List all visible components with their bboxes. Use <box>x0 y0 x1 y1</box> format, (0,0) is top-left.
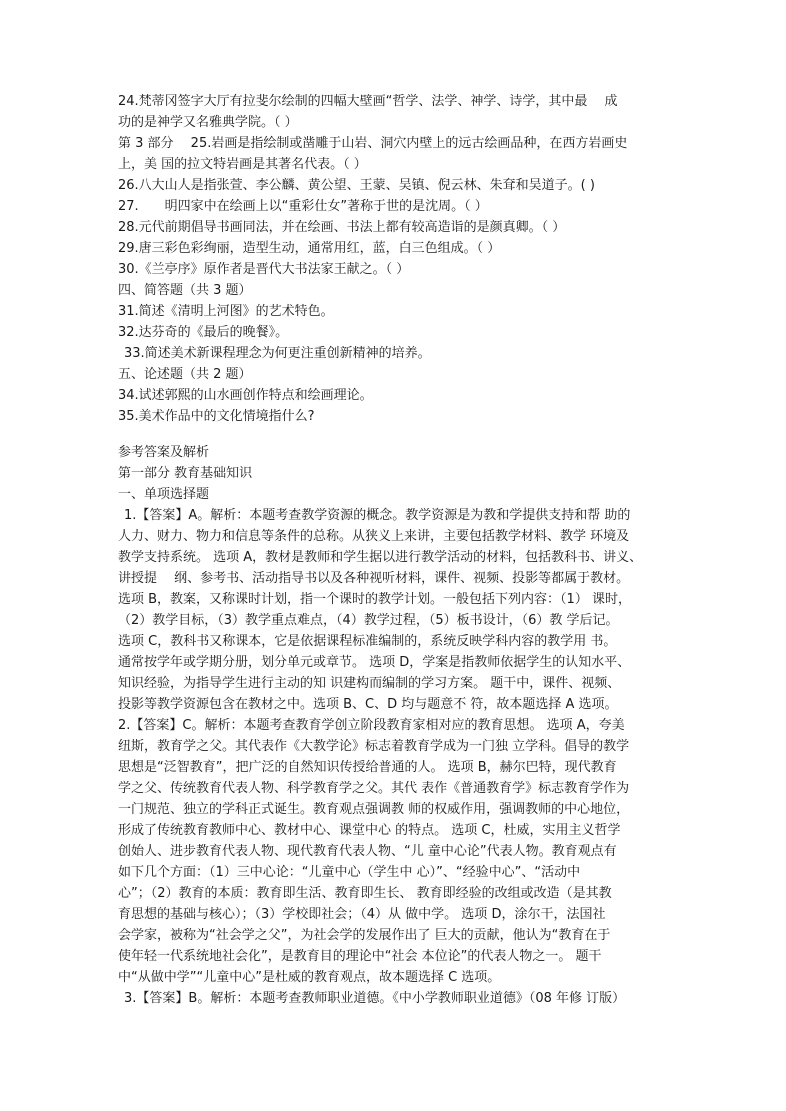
answer-line: 学之父、传统教育代表人物、科学教育学之父。其代 表作《普通教育学》标志教育学作为 <box>118 781 630 796</box>
question-30: 30.《兰亭序》原作者是晋代大书法家王献之。（ ） <box>118 262 410 277</box>
answer-line: 育思想的基础与核心）；（3）学校即社会；（4）从 做中学。 选项 D，涂尔干，法国社 <box>118 907 606 922</box>
question-34: 34.试述郭熙的山水画创作特点和绘画理论。 <box>118 388 373 403</box>
answer-line: 一门规范、独立的学科正式诞生。教育观点强调教 师的权威作用，强调教师的中心地位， <box>118 802 630 817</box>
section-four-heading: 四、简答题（共 3 题） <box>118 283 252 298</box>
answer-line: 3.【答案】B。解析：本题考查教师职业道德。《中小学教师职业道德》（08 年修 订版） <box>124 991 626 1006</box>
answers-section-heading: 一、单项选择题 <box>118 487 210 502</box>
question-33: 33.简述美术新课程理念为何更注重创新精神的培养。 <box>124 346 431 361</box>
question-28: 28.元代前期倡导书画同法，并在绘画、书法上都有较高造诣的是颜真卿。（ ） <box>118 220 566 235</box>
answer-line: 心”；（2）教育的本质：教育即生活、教育即生长、 教育即经验的改组或改造（是其教 <box>118 886 612 901</box>
answer-line: 创始人、进步教育代表人物、现代教育代表人物、“儿 童中心论”代表人物。教育观点有 <box>118 844 617 859</box>
answer-line: 选项 B，教案，又称课时计划，指一个课时的教学计划。一般包括下列内容：（1） 课时， <box>118 592 631 607</box>
answer-line: 中“从做中学”“儿童中心”是杜威的教育观点，故本题选择 C 选项。 <box>118 970 501 985</box>
section-five-heading: 五、论述题（共 2 题） <box>118 367 252 382</box>
question-32: 32.达芬奇的《最后的晚餐》。 <box>118 325 289 340</box>
question-29: 29.唐三彩色彩绚丽，造型生动，通常用红，蓝，白三色组成。（ ） <box>118 241 501 256</box>
question-24-line-2: 功的是神学又名雅典学院。（ ） <box>118 115 298 130</box>
answer-line: 如下几个方面：（1）三中心论：“儿童中心（学生中 心）”、“经验中心”、“活动中 <box>118 865 581 880</box>
answer-line: （2）教学目标，（3）教学重点难点，（4）教学过程，（5）板书设计，（6）教 学后记。 <box>118 613 619 628</box>
answer-line: 1.【答案】A。解析：本题考查教学资源的概念。教学资源是为教和学提供支持和帮 助的 <box>124 508 631 523</box>
question-25-line-2: 上，美 国的拉文特岩画是其著名代表。（ ） <box>118 157 367 172</box>
answer-line: 纽斯，教育学之父。其代表作《大教学论》标志着教育学成为一门独 立学科。倡导的教学 <box>118 739 630 754</box>
answer-line: 使年轻一代系统地社会化”，是教育目的理论中“社会 本位论”的代表人物之一。 题干 <box>118 949 602 964</box>
answer-line: 2.【答案】C。解析：本题考查教育学创立阶段教育家相对应的教育思想。 选项 A，夸美 <box>118 718 625 733</box>
answer-line: 教学支持系统。 选项 A，教材是教师和学生据以进行教学活动的材料，包括教科书、讲义、 <box>118 550 643 565</box>
answer-line: 思想是“泛智教育”，把广泛的自然知识传授给普通的人。 选项 B，赫尔巴特，现代教育 <box>118 760 617 775</box>
question-27: 27. 明四家中在绘画上以“重彩仕女”著称于世的是沈周。（ ） <box>118 199 488 214</box>
answer-line: 选项 C，教科书又称课本，它是依据课程标准编制的，系统反映学科内容的教学用 书。 <box>118 634 617 649</box>
question-25-line-1: 第 3 部分 25.岩画是指绘制或凿雕于山岩、洞穴内壁上的远古绘画品种，在西方岩画史 <box>118 136 628 151</box>
answers-part-heading: 第一部分 教育基础知识 <box>118 466 253 481</box>
question-35: 35.美术作品中的文化情境指什么? <box>118 409 315 424</box>
answer-line: 形成了传统教育教师中心、教材中心、课堂中心 的特点。 选项 C，杜威，实用主义哲学 <box>118 823 621 838</box>
question-31: 31.简述《清明上河图》的艺术特色。 <box>118 304 334 319</box>
answer-line: 会学家，被称为“社会学之父”，为社会学的发展作出了 巨大的贡献，他认为“教育在于 <box>118 928 611 943</box>
answer-line: 通常按学年或学期分册，划分单元或章节。 选项 D，学案是指教师依据学生的认知水平、 <box>118 655 631 670</box>
answers-title: 参考答案及解析 <box>118 445 210 460</box>
answer-line: 投影等教学资源包含在教材之中。选项 B、C、D 均与题意不 符，故本题选择 A 选项。 <box>118 697 618 712</box>
question-24-line-1: 24.梵蒂冈签字大厅有拉斐尔绘制的四幅大壁画“哲学、法学、神学、诗学，其中最 成 <box>118 94 618 109</box>
question-26: 26.八大山人是指张萱、李公麟、黄公望、王蒙、吴镇、倪云林、朱耷和吴道子。( ) <box>118 178 595 193</box>
answer-line: 人力、财力、物力和信息等条件的总称。从狭义上来讲，主要包括教学材料、教学 环境及 <box>118 529 630 544</box>
answer-line: 知识经验，为指导学生进行主动的知 识建构而编制的学习方案。 题干中，课件、视频、 <box>118 676 621 691</box>
answer-line: 讲授提 纲、参考书、活动指导书以及各种视听材料，课件、视频、投影等都属于教材。 <box>118 571 630 586</box>
